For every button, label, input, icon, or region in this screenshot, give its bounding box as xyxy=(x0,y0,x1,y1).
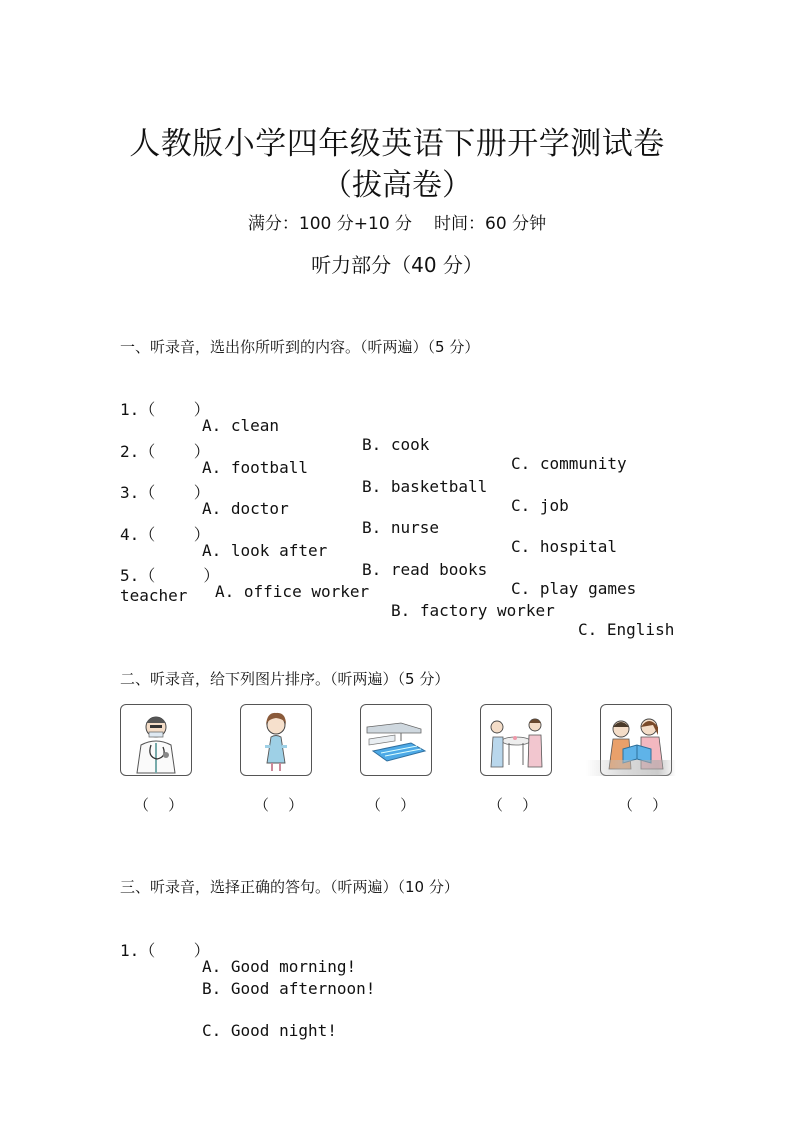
question-prefix: 1.（ ） xyxy=(120,941,210,960)
option-c: C. community xyxy=(511,454,627,473)
exam-meta xyxy=(0,209,794,234)
option-a: A. clean xyxy=(202,416,280,435)
question-prefix: 1.（ ） xyxy=(120,400,210,419)
option-b: B. basketball xyxy=(362,477,488,496)
option-a: A. doctor xyxy=(202,499,289,518)
option-a: A. football xyxy=(202,458,308,477)
page-title: 人教版小学四年级英语下册开学测试卷 xyxy=(129,126,665,162)
option-b: B. read books xyxy=(362,560,488,579)
scan-smudge xyxy=(586,760,676,776)
question-prefix: 5.（ ） xyxy=(120,566,220,585)
answer-blank[interactable]: （ ） xyxy=(488,796,538,814)
option-row xyxy=(120,1002,337,1040)
option-b: B. nurse xyxy=(362,518,440,537)
part-title: 听力部分（40 分） xyxy=(311,253,483,277)
answer-blank[interactable]: （ ） xyxy=(366,796,416,814)
option-b: B. Good afternoon! xyxy=(202,979,376,998)
answer-blank[interactable]: （ ） xyxy=(134,796,184,814)
option-a: A. Good morning! xyxy=(202,957,357,976)
children-at-table-picture xyxy=(480,704,552,776)
girl-picture xyxy=(240,704,312,776)
question-prefix: 2.（ ） xyxy=(120,442,210,461)
time-label: 时间：60 分钟 xyxy=(434,214,547,234)
option-a: A. look after xyxy=(202,541,328,560)
answer-blank[interactable]: （ ） xyxy=(254,796,304,814)
option-b: B. cook xyxy=(362,435,430,454)
answer-blank[interactable]: （ ） xyxy=(618,796,668,814)
option-c-continuation: teacher xyxy=(120,586,188,605)
option-c: C. play games xyxy=(511,579,637,598)
option-a: A. office worker xyxy=(215,582,370,601)
option-c: C. Good night! xyxy=(202,1021,337,1040)
question-prefix: 4.（ ） xyxy=(120,525,210,544)
page-subtitle: （拔高卷） xyxy=(322,168,472,203)
option-c: C. English xyxy=(578,620,675,639)
doctor-picture xyxy=(120,704,192,776)
swimming-pool-picture xyxy=(360,704,432,776)
section3-heading: 三、听录音，选择正确的答句。（听两遍）（10 分） xyxy=(120,878,459,896)
section1-heading: 一、听录音，选出你所听到的内容。（听两遍）（5 分） xyxy=(120,338,480,356)
score-label: 满分：100 分+10 分 xyxy=(247,214,413,234)
option-b: B. factory worker xyxy=(391,601,555,620)
question-prefix: 3.（ ） xyxy=(120,483,210,502)
option-c: C. hospital xyxy=(511,537,617,556)
section2-heading: 二、听录音，给下列图片排序。（听两遍）（5 分） xyxy=(120,670,450,688)
option-c: C. job xyxy=(511,496,569,515)
